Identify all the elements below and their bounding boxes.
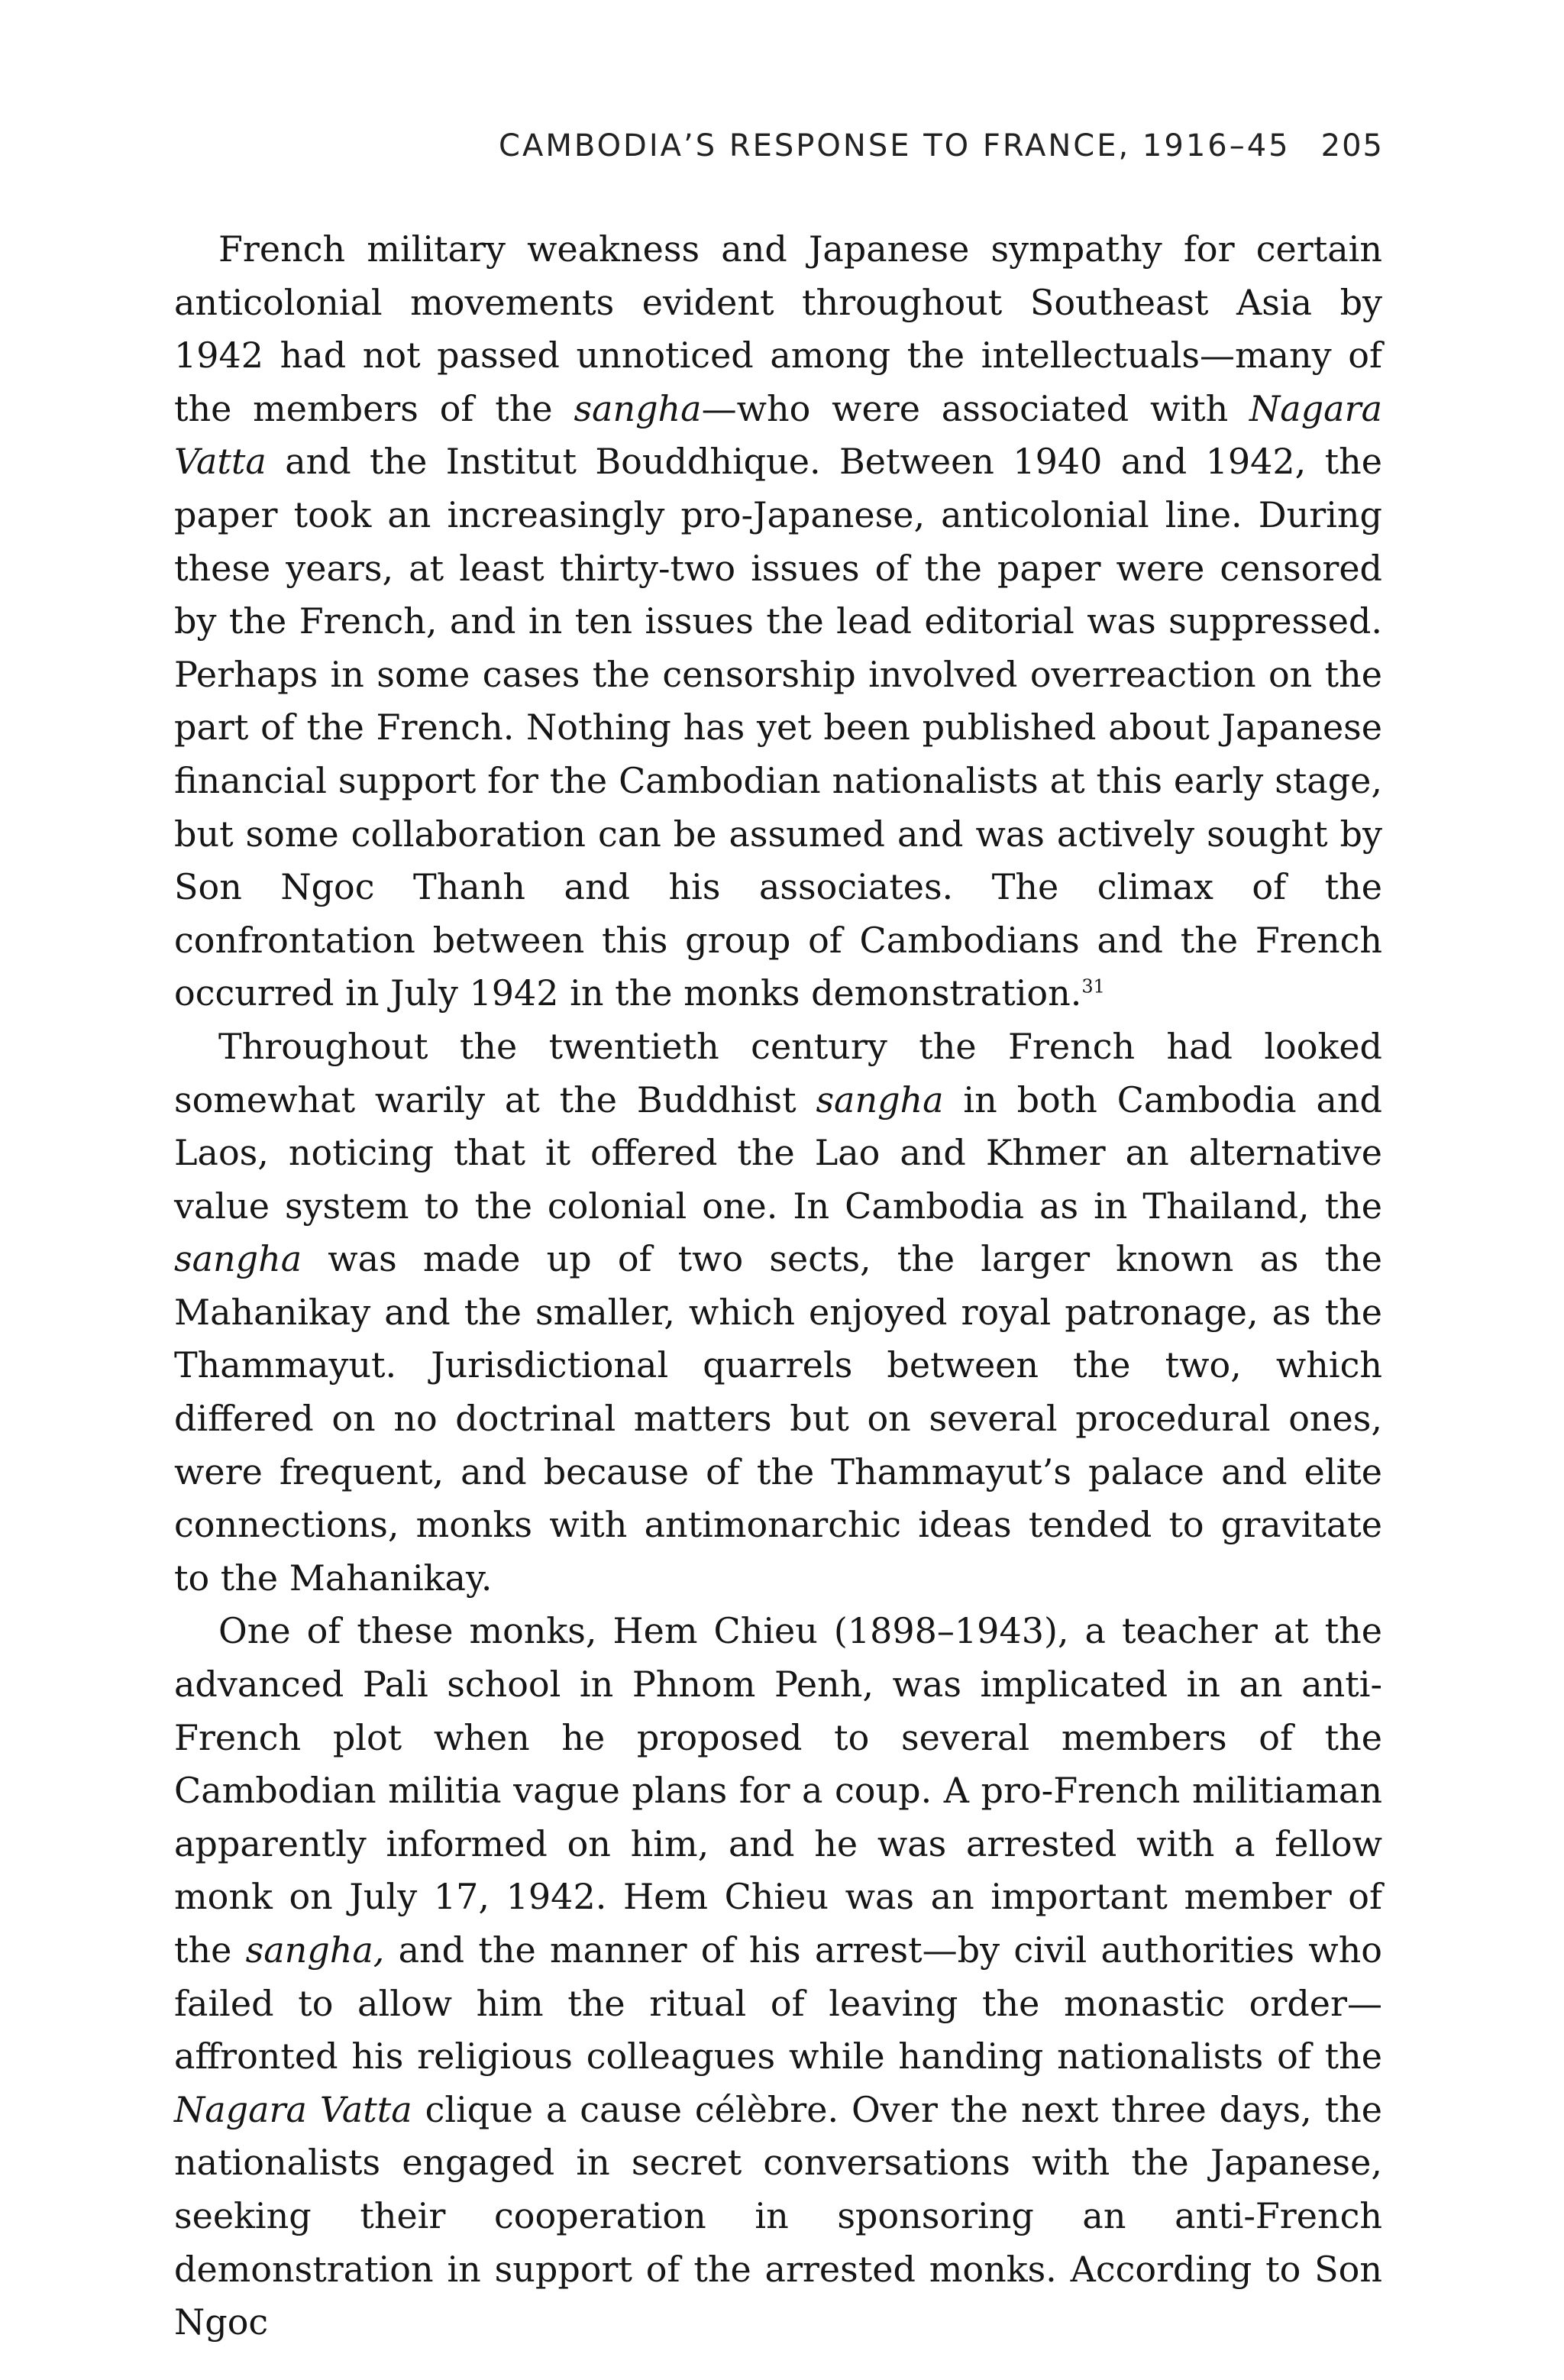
paragraph-2-text-b: in both Cambodia and Laos, noticing that it offered the Lao and Khmer an alternative value system to the colonial one. In Cambodia as in Thailand, the [174, 1078, 1382, 1227]
page-number: 205 [1320, 128, 1384, 163]
running-title: CAMBODIA’S RESPONSE TO FRANCE, 1916–45 [499, 128, 1291, 163]
paragraph-3-italic-a: sangha, [245, 1929, 385, 1971]
paragraph-3 [174, 1605, 1382, 2349]
paragraph-2-text-a: Throughout the twentieth century the French had looked somewhat warily at the Buddhist [174, 1025, 1382, 1120]
paragraph-1-text-b: —who were associated with [701, 387, 1250, 429]
running-head [174, 128, 1384, 177]
paragraph-1 [174, 223, 1382, 1020]
paragraph-2 [174, 1020, 1382, 1606]
paragraph-1-italic-a: sangha [574, 387, 702, 429]
paragraph-1-text-a: French military weakness and Japanese sympathy for certain anticolonial movements evident throughout Southeast Asia by 1942 had not passed unnoticed among the intellectuals—many of the members of the [174, 228, 1382, 429]
paragraph-3-text-b: and the manner of his arrest—by civil authorities who failed to allow him the ritual of leaving the monastic order—affronted his religious colleagues while handing nationalists of the [174, 1929, 1382, 2078]
paragraph-1-text-c: and the Institut Bouddhique. Between 1940 and 1942, the paper took an increasingly pro-Japanese, anticolonial line. During these years, at least thirty-two issues of the paper were censored by the French, and in ten issues the lead editorial was suppressed. Perhaps in some cases the censorship involved overreaction on the part of the French. Nothing has yet been published about Japanese financial support for the Cambodian nationalists at this early stage, but some collaboration can be assumed and was actively sought by Son Ngoc Thanh and his associates. The climax of the confrontation between this group of Cambodians and the French occurred in July 1942 in the monks demonstration. [174, 441, 1382, 1014]
paragraph-3-italic-b: Nagara Vatta [174, 2088, 412, 2130]
paragraph-1-italic-b: Nagara Vatta [174, 387, 1382, 483]
paragraph-2-italic-a: sangha [816, 1078, 944, 1120]
note-reference: 31 [1081, 975, 1105, 998]
paragraph-2-italic-b: sangha [174, 1238, 302, 1280]
body-text [174, 223, 1382, 2349]
paragraph-2-text-c: was made up of two sects, the larger known as the Mahanikay and the smaller, which enjoyed royal patronage, as the Thammayut. Jurisdictional quarrels between the two, which differed on no doctrinal matters but on several procedural ones, were frequent, and because of the Thammayut’s palace and elite connections, monks with antimonarchic ideas tended to gravitate to the Mahanikay. [174, 1238, 1382, 1599]
paragraph-3-text-c: clique a cause célèbre. Over the next three days, the nationalists engaged in secret conversations with the Japanese, seeking their cooperation in sponsoring an anti-French demonstration in support of the arrested monks. According to Son Ngoc [174, 2088, 1382, 2343]
paragraph-3-text-a: One of these monks, Hem Chieu (1898–1943), a teacher at the advanced Pali school in Phnom Penh, was implicated in an anti-French plot when he proposed to several members of the Cambodian militia vague plans for a coup. A pro-French militiaman apparently informed on him, and he was arrested with a fellow monk on July 17, 1942. Hem Chieu was an important member of the [174, 1610, 1382, 1971]
